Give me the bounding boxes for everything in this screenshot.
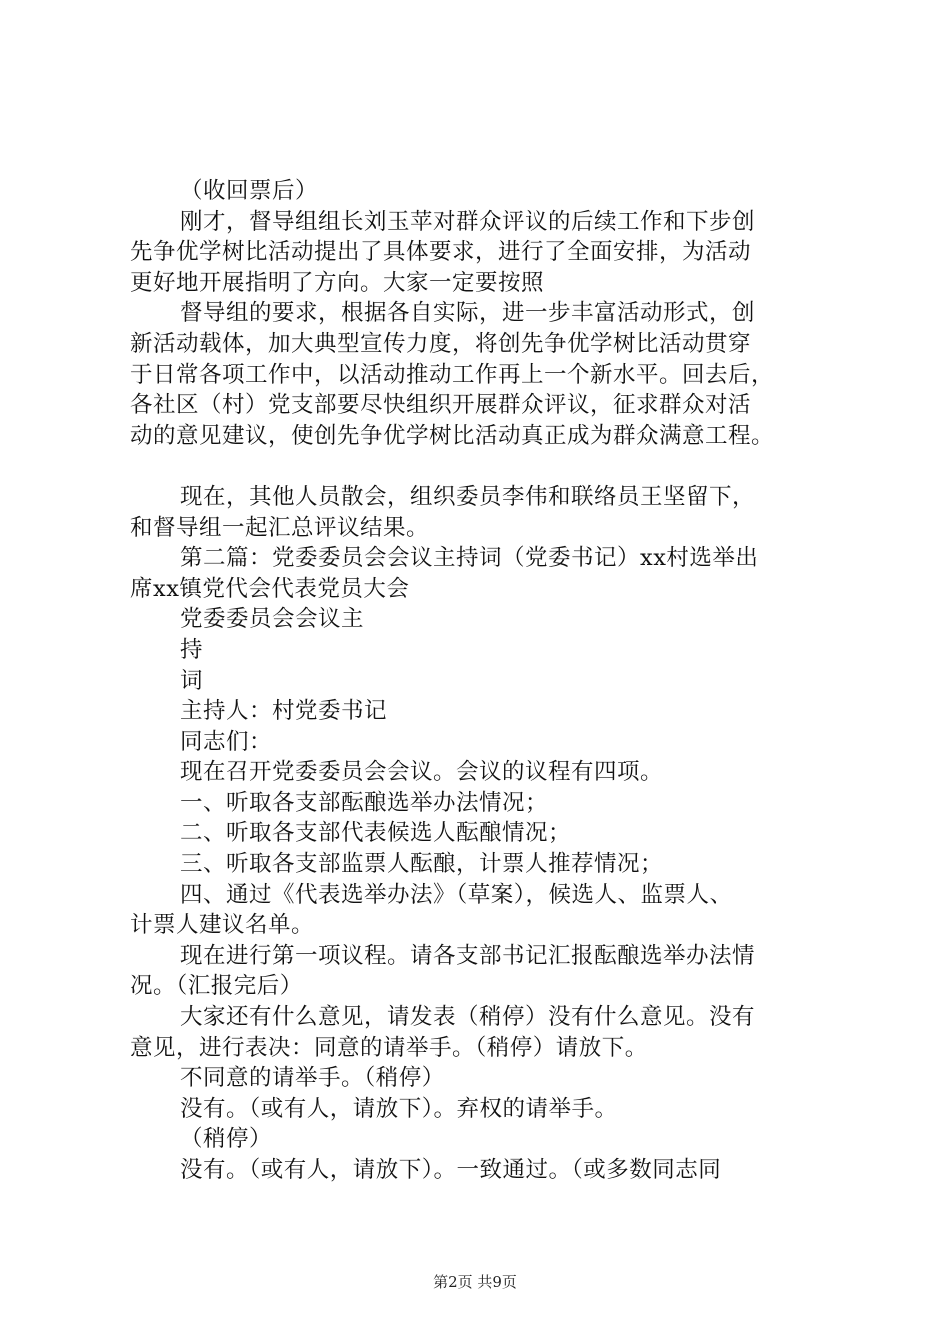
text-line: 动的意见建议，使创先争优学树比活动真正成为群众满意工程。 bbox=[130, 422, 775, 449]
text-line: 一、听取各支部酝酿选举办法情况； bbox=[180, 789, 549, 816]
text-line: 没有。（或有人，请放下）。一致通过。（或多数同志同 bbox=[180, 1157, 722, 1183]
text-line: 新活动载体，加大典型宣传力度，将创先争优学树比活动贯穿 bbox=[130, 330, 752, 357]
text-line: 持 bbox=[180, 636, 204, 663]
blank-line bbox=[130, 451, 830, 482]
text-line: 意见，进行表决：同意的请举手。（稍停）请放下。 bbox=[130, 1034, 648, 1061]
text-line: 各社区（村）党支部要尽快组织开展群众评议，征求群众对活 bbox=[130, 392, 752, 419]
text-line: 大家还有什么意见，请发表（稍停）没有什么意见。没有 bbox=[180, 1004, 756, 1031]
text-line: 况。（汇报完后） bbox=[130, 973, 303, 1000]
page-footer: 第2页 共9页 bbox=[433, 1273, 517, 1291]
text-line: 刚才，督导组组长刘玉苹对群众评议的后续工作和下步创 bbox=[180, 208, 756, 235]
text-line: 词 bbox=[180, 667, 204, 694]
document-body bbox=[130, 176, 830, 1186]
text-line: 第二篇：党委委员会会议主持词（党委书记）xx村选举出 bbox=[180, 545, 759, 572]
text-line: （收回票后） bbox=[180, 178, 319, 204]
text-line: 计票人建议名单。 bbox=[130, 912, 315, 939]
text-line: 席xx镇党代会代表党员大会 bbox=[130, 575, 410, 602]
text-line: 没有。（或有人，请放下）。弃权的请举手。 bbox=[180, 1095, 618, 1122]
text-line: 不同意的请举手。（稍停） bbox=[180, 1065, 445, 1092]
text-line: 督导组的要求，根据各自实际，进一步丰富活动形式，创 bbox=[180, 300, 756, 327]
text-line: 现在，其他人员散会，组织委员李伟和联络员王坚留下， bbox=[180, 483, 756, 510]
text-line: 现在进行第一项议程。请各支部书记汇报酝酿选举办法情 bbox=[180, 942, 756, 969]
text-line: 同志们： bbox=[180, 728, 273, 755]
text-line: 四、通过《代表选举办法》（草案），候选人、监票人、 bbox=[180, 881, 733, 908]
text-line: 三、听取各支部监票人酝酿，计票人推荐情况； bbox=[180, 851, 664, 878]
text-line: 更好地开展指明了方向。大家一定要按照 bbox=[130, 269, 545, 296]
text-line: 党委委员会会议主 bbox=[180, 606, 365, 633]
text-line: 二、听取各支部代表候选人酝酿情况； bbox=[180, 820, 572, 847]
text-line: 主持人：村党委书记 bbox=[180, 698, 388, 725]
text-line: 于日常各项工作中，以活动推动工作再上一个新水平。回去后， bbox=[130, 361, 775, 388]
text-line: 和督导组一起汇总评议结果。 bbox=[130, 514, 430, 541]
text-line: （稍停） bbox=[180, 1126, 273, 1153]
text-line: 先争优学树比活动提出了具体要求，进行了全面安排，为活动 bbox=[130, 239, 752, 266]
text-line: 现在召开党委委员会会议。会议的议程有四项。 bbox=[180, 759, 664, 786]
